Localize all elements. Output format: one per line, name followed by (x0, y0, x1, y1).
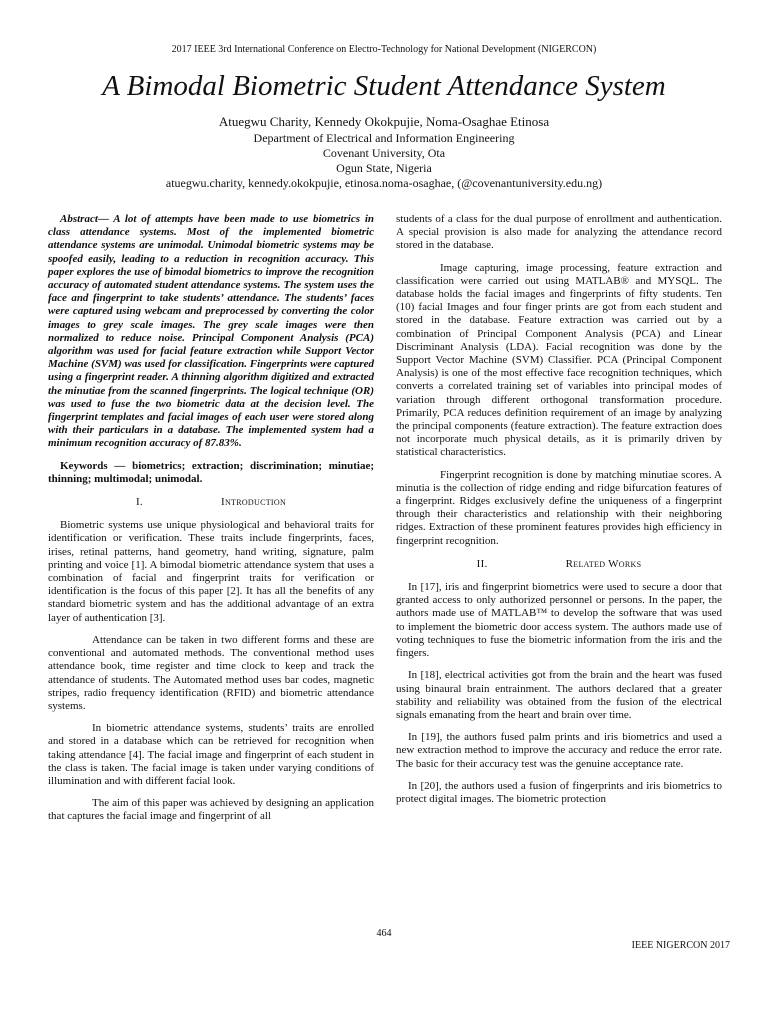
conference-header: 2017 IEEE 3rd International Conference on Electro-Technology for National Development (NIGERCON) (171, 44, 597, 55)
keywords (48, 460, 374, 486)
section-heading-related-works (396, 558, 722, 571)
author-department: Department of Electrical and Information Engineering (253, 131, 515, 145)
body-paragraph: students of a class for the dual purpose of enrollment and authentication. A special provision is also made for analyzing the attendance record stored in the database. (396, 213, 722, 252)
author-names: Atuegwu Charity, Kennedy Okokpujie, Noma-Osaghae Etinosa (218, 114, 550, 129)
keywords-text: biometrics; extraction; discrimination; minutiae; thinning; multimodal; unimodal. (48, 459, 374, 485)
section-number: I. (135, 496, 143, 509)
body-paragraph: In [18], electrical activities got from the brain and the heart was fused using binaural brain entrainment. The authors declared that a greater stability and reliability was obtained from the fusion of the electrical signals emanating from the heart and brain over time. (396, 669, 722, 721)
body-paragraph: In biometric attendance systems, students’ traits are enrolled and stored in a database which can be retrieved for recognition when taking attendance [4]. The facial image and fingerprint of each student in the class is taken. The facial image is taken under varying conditions of illumination and with different facial look. (48, 722, 374, 787)
right-column (396, 213, 722, 815)
body-paragraph: The aim of this paper was achieved by designing an application that captures the facial image and fingerprint of all (48, 797, 374, 823)
body-paragraph: Biometric systems use unique physiological and behavioral traits for identification or verification. These traits include fingerprints, faces, irises, retinal patterns, hand geometry, hand writing, signature, palm printing and voice [1]. A bimodal biometric attendance system that uses a combination of facial and fingerprint traits for verification or identification is the focus of this paper [2]. It has all the benefits of any standard biometric system and has the additional advantage of an extra layer of authentication [3]. (48, 519, 374, 624)
body-paragraph: In [17], iris and fingerprint biometrics were used to secure a door that granted access to only authorized personnel or persons. In the paper, the authors made use of MATLAB™ to develop the software that was used to implement the biometric door access system. The authors made use of voting techniques to fuse the biometric information from the iris and the fingers. (396, 581, 722, 660)
section-number: II. (476, 557, 488, 570)
author-state: Ogun State, Nigeria (336, 161, 432, 175)
body-paragraph: Fingerprint recognition is done by matching minutiae scores. A minutia is the collection of ridge ending and ridge bifurcation features of a fingerprint. Ridges exclusively define the uniqueness of a fingerprint through their characteristics and relationship with their neighboring ridges. Extraction of these prominent features provides high efficiency in fingerprint recognition. (396, 468, 722, 547)
section-heading-introduction (48, 496, 374, 509)
section-title: Introduction (220, 496, 287, 509)
abstract-label: Abstract— (60, 213, 109, 225)
abstract (48, 213, 374, 451)
footer-venue: IEEE NIGERCON 2017 (631, 940, 730, 951)
body-paragraph: In [19], the authors fused palm prints and iris biometrics and used a new extraction method to improve the accuracy and reduce the error rate. The basic for their accuracy test was the genuine acceptance rate. (396, 731, 722, 770)
author-block (0, 114, 768, 191)
abstract-text: A lot of attempts have been made to use biometrics in class attendance systems. Most of the implemented biometric attendance systems are unimodal. Unimodal biometric systems may be spoofed easily, leading to a reduction in recognition accuracy. This paper explores the use of bimodal biometrics to improve the recognition accuracy of automated student attendance systems. The system uses the face and fingerprint to take students’ attendance. The students’ faces were captured using webcam and preprocessed by converting the color images to grey scale images. The grey scale images were then normalized to reduce noise. Principal Component Analysis (PCA) algorithm was used for facial feature extraction while Support Vector Machine (SVM) was used for classification. Fingerprints were captured using a fingerprint reader. A thinning algorithm digitized and extracted the minutiae from the scanned fingerprints. The logical technique (OR) was used to fuse the two biometric data at the decision level. The fingerprint templates and facial images of each user were stored along with their particulars in a database. The implemented system had a minimum recognition accuracy of 87.83%. (48, 213, 374, 450)
keywords-label: Keywords — (60, 459, 126, 472)
left-column (48, 213, 374, 833)
body-paragraph: Attendance can be taken in two different forms and these are conventional and automated methods. The conventional method uses attendance book, time register and time clock to keep and track the attendance of students. The Automated method uses bar codes, magnetic stripes, radio frequency identification (RFID) and biometric attendance systems. (48, 633, 374, 712)
author-emails: atuegwu.charity, kennedy.okokpujie, etinosa.noma-osaghae, (@covenantuniversity.edu.ng) (165, 176, 603, 190)
body-paragraph: Image capturing, image processing, feature extraction and classification were carried out using MATLAB® and MYSQL. The database holds the facial images and fingerprints of fifty students. Ten (10) facial Images and four finger prints are got from each student and stored in the database. Feature extraction was carried out by a combination of Principal Component Analysis (PCA) and Linear Discriminant Analysis (LDA). Facial recognition was done by the Support Vector Machine (SVM) Classifier. PCA (Principal Component Analysis) is one of the most effective face recognition techniques, which converts a correlated training set of variables into principal modes of variation through different orthogonal transformation procedure. Primarily, PCA reduces definition requirement of an image by analyzing the principal components (feature extraction). The feature extraction does not incorporate much physical details, as it is primarily driven by statistical characteristics. (396, 261, 722, 459)
paper-title: A Bimodal Biometric Student Attendance System (102, 70, 666, 102)
section-title: Related Works (565, 557, 642, 570)
body-paragraph: In [20], the authors used a fusion of fingerprints and iris biometrics to protect digital images. The biometric protection (396, 779, 722, 805)
author-university: Covenant University, Ota (322, 146, 446, 160)
page-number: 464 (376, 928, 392, 939)
